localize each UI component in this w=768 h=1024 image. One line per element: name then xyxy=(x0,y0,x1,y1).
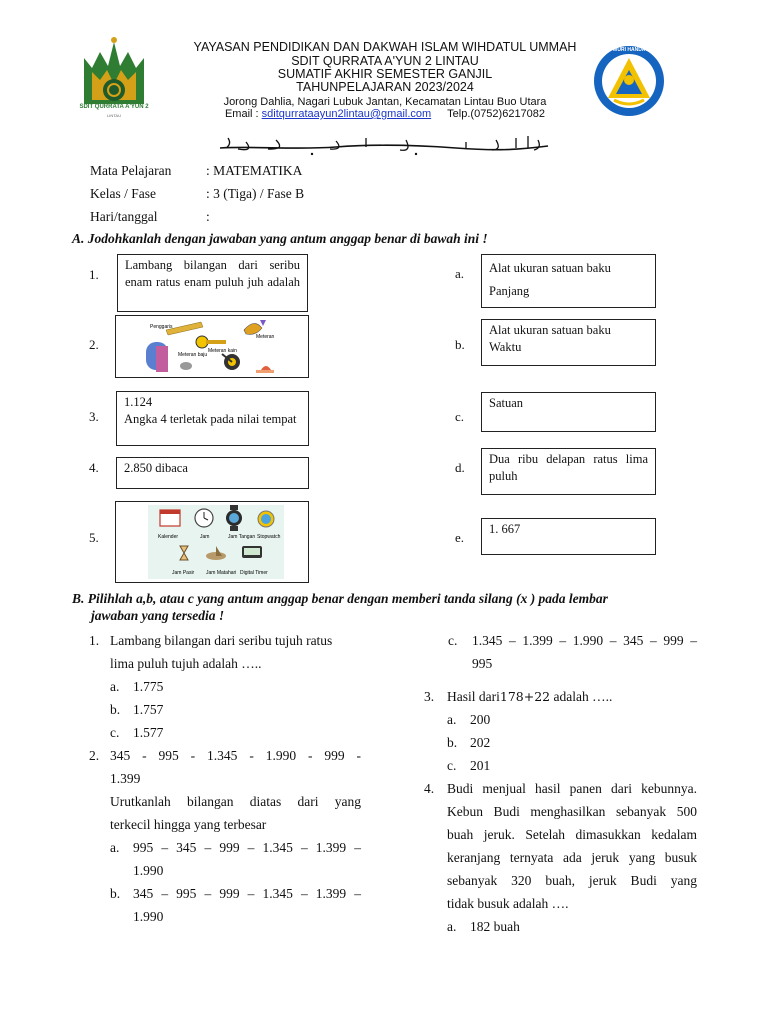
matching-letter: e. xyxy=(455,530,465,545)
matching-right-box-e xyxy=(481,518,656,555)
subject-label: Mata Pelajaran xyxy=(90,163,172,178)
section-b-title-line: B. Pilihlah a,b, atau c yang antum anggap benar dengan memberi tanda silang (x ) pada lembar xyxy=(72,591,608,606)
matching-right-box-d xyxy=(481,448,656,495)
matching-left-box-4 xyxy=(116,457,309,489)
tool-label-digital-timer: Digital Timer xyxy=(240,570,268,576)
option-text: 1.345 – 1.399 – 1.990 – 345 – 999 – xyxy=(472,633,697,648)
question-text: tidak busuk adalah …. xyxy=(447,896,569,911)
email-link[interactable]: sditqurrataayun2lintau@gmail.com xyxy=(261,108,432,120)
question-prefix: Hasil dari xyxy=(447,689,500,704)
school-logo-subtext: LINTAU xyxy=(107,113,121,118)
section-b-right-column xyxy=(424,629,697,938)
question-text: Urutkanlah bilangan diatas dari yang xyxy=(110,794,361,809)
option-text: 345 – 995 – 999 – 1.345 – 1.399 – xyxy=(133,886,361,901)
option[interactable] xyxy=(447,915,697,938)
question-number: 4. xyxy=(424,781,435,796)
question-text: Lambang bilangan dari seribu tujuh ratus xyxy=(110,633,333,648)
matching-right-box-c xyxy=(481,392,656,432)
phone-number: Telp.(0752)6217082 xyxy=(447,108,546,120)
info-subject xyxy=(90,163,302,179)
matching-right-line: Waktu xyxy=(489,339,522,354)
matching-right-line: Dua ribu delapan ratus lima puluh xyxy=(489,452,648,483)
option-text: 995 xyxy=(472,656,493,671)
option[interactable] xyxy=(110,698,361,721)
option-text: 1.757 xyxy=(133,702,164,717)
tut-wuri-logo xyxy=(592,44,666,118)
section-b-title-line: jawaban yang tersedia ! xyxy=(91,608,225,623)
matching-number: 3. xyxy=(89,409,99,424)
question-3 xyxy=(424,685,697,777)
tool-label-cloth-tape: Meteran kain xyxy=(208,348,237,354)
option[interactable] xyxy=(447,708,697,731)
school-name: SDIT QURRATA A'YUN 2 LINTAU xyxy=(291,54,479,68)
question-1 xyxy=(89,629,361,744)
option-text: 995 – 345 – 999 – 1.345 – 1.399 – xyxy=(133,840,361,855)
date-value: : xyxy=(206,209,210,224)
matching-left-image-time-tools xyxy=(115,501,309,583)
matching-right-line: Alat ukuran satuan baku xyxy=(489,261,611,275)
option-letter: b. xyxy=(447,735,458,750)
matching-left-text: Lambang bilangan dari seribu enam ratus enam puluh juh adalah xyxy=(125,258,300,289)
tut-wuri-text: TUT WURI HANDAYANI xyxy=(601,47,657,53)
question-suffix: adalah ….. xyxy=(550,689,613,704)
option-text: 200 xyxy=(470,712,491,727)
question-2 xyxy=(89,744,361,928)
question-number: 1. xyxy=(89,633,100,648)
option[interactable] xyxy=(110,675,361,698)
matching-left-box-3 xyxy=(116,391,309,446)
matching-right-line: Panjang xyxy=(489,284,530,298)
tool-label-clock: Jam xyxy=(200,534,210,540)
foundation-name: YAYASAN PENDIDIKAN DAN DAKWAH ISLAM WIHDATUL UMMAH xyxy=(193,40,577,54)
option-letter: b. xyxy=(110,886,121,901)
matching-number: 5. xyxy=(89,530,99,545)
question-text: keranjang ternyata ada jeruk yang busuk xyxy=(447,850,697,865)
matching-left-box-1 xyxy=(117,254,308,312)
option-letter: c. xyxy=(448,633,458,648)
question-number: 2. xyxy=(89,748,100,763)
matching-letter: c. xyxy=(455,409,465,424)
option-text: 1.577 xyxy=(133,725,164,740)
question-text: lima puluh tujuh adalah ….. xyxy=(110,656,262,671)
school-address: Jorong Dahlia, Nagari Lubuk Jantan, Kecamatan Lintau Buo Utara xyxy=(223,96,547,108)
section-b-title xyxy=(72,590,608,624)
option-letter: a. xyxy=(447,919,457,934)
tool-label-sundial: Jam Matahari xyxy=(206,570,237,576)
option-text: 1.990 xyxy=(133,863,164,878)
matching-letter: b. xyxy=(455,337,465,352)
option-text: 182 buah xyxy=(470,919,520,934)
tool-label-sewing-tape: Meteran baju xyxy=(178,352,208,358)
matching-number: 1. xyxy=(89,267,99,282)
info-date xyxy=(90,209,210,225)
tool-label-hourglass: Jam Pasir xyxy=(172,570,195,576)
question-number: 3. xyxy=(424,689,435,704)
matching-letter: a. xyxy=(455,266,465,281)
option-text: 202 xyxy=(470,735,491,750)
matching-number: 4. xyxy=(89,460,99,475)
section-b-left-column xyxy=(89,629,361,928)
option-letter: b. xyxy=(110,702,121,717)
matching-right-box-b xyxy=(481,319,656,366)
option-letter: a. xyxy=(110,840,120,855)
matching-right-line: Satuan xyxy=(489,396,524,410)
matching-letter: d. xyxy=(455,460,465,475)
tool-label-ruler: Penggaris xyxy=(150,324,173,330)
question-text xyxy=(447,685,697,708)
question-text: terkecil hingga yang terbesar xyxy=(110,817,267,832)
matching-right-box-a xyxy=(481,254,656,308)
matching-left-image-length-tools xyxy=(115,315,309,378)
matching-right-line: Alat ukuran satuan baku xyxy=(489,323,611,337)
matching-number: 2. xyxy=(89,337,99,352)
option[interactable] xyxy=(110,882,361,928)
place-value-number: 1.124 xyxy=(124,395,153,409)
class-value: : 3 (Tiga) / Fase B xyxy=(206,186,305,201)
question-text: 1.399 xyxy=(110,771,141,786)
option-text: 201 xyxy=(470,758,491,773)
class-label: Kelas / Fase xyxy=(90,186,156,201)
tool-label-tape: Meteran xyxy=(256,334,275,340)
academic-year: TAHUNPELAJARAN 2023/2024 xyxy=(296,80,474,94)
date-label: Hari/tanggal xyxy=(90,209,158,224)
question-text: sebanyak 320 buah, jeruk Budi yang xyxy=(447,873,697,888)
option[interactable] xyxy=(110,721,361,744)
school-logo-text: SDIT QURRATA A'YUN 2 xyxy=(79,104,149,110)
math-expression: 178+22 xyxy=(499,689,551,704)
matching-left-text: 2.850 dibaca xyxy=(124,461,188,475)
question-text: Budi menjual hasil panen dari kebunnya. xyxy=(447,781,697,796)
tool-label-calendar: Kalender xyxy=(158,534,179,540)
section-a-title: A. Jodohkanlah dengan jawaban yang antum anggap benar di bawah ini ! xyxy=(72,231,488,246)
school-logo xyxy=(78,36,150,122)
contact-line xyxy=(150,107,620,121)
question-4 xyxy=(424,777,697,938)
question-text: 345 - 995 - 1.345 - 1.990 - 999 - xyxy=(110,748,361,763)
option-text: 1.990 xyxy=(133,909,164,924)
option[interactable] xyxy=(447,754,697,777)
tool-label-watch: Jam Tangan xyxy=(228,534,256,540)
option-letter: a. xyxy=(110,679,120,694)
matching-left-text: Angka 4 terletak pada nilai tempat xyxy=(124,411,297,426)
option-letter: c. xyxy=(447,758,457,773)
exam-title: SUMATIF AKHIR SEMESTER GANJIL xyxy=(277,67,493,81)
email-label: Email : xyxy=(224,108,262,120)
question-text: Kebun Budi menghasilkan sebanyak 500 xyxy=(447,804,697,819)
option-letter: a. xyxy=(447,712,457,727)
option[interactable] xyxy=(447,731,697,754)
info-class xyxy=(90,186,304,202)
tool-label-stopwatch: Stopwatch xyxy=(257,534,281,540)
option[interactable] xyxy=(424,629,697,675)
option-text: 1.775 xyxy=(133,679,164,694)
basmalah-calligraphy xyxy=(216,132,552,158)
option-letter: c. xyxy=(110,725,120,740)
question-text: buah jeruk. Setelah dimasukkan kedalam xyxy=(447,827,697,842)
matching-right-line: 1. 667 xyxy=(489,522,521,536)
option[interactable] xyxy=(110,836,361,882)
subject-value: : MATEMATIKA xyxy=(206,163,303,178)
